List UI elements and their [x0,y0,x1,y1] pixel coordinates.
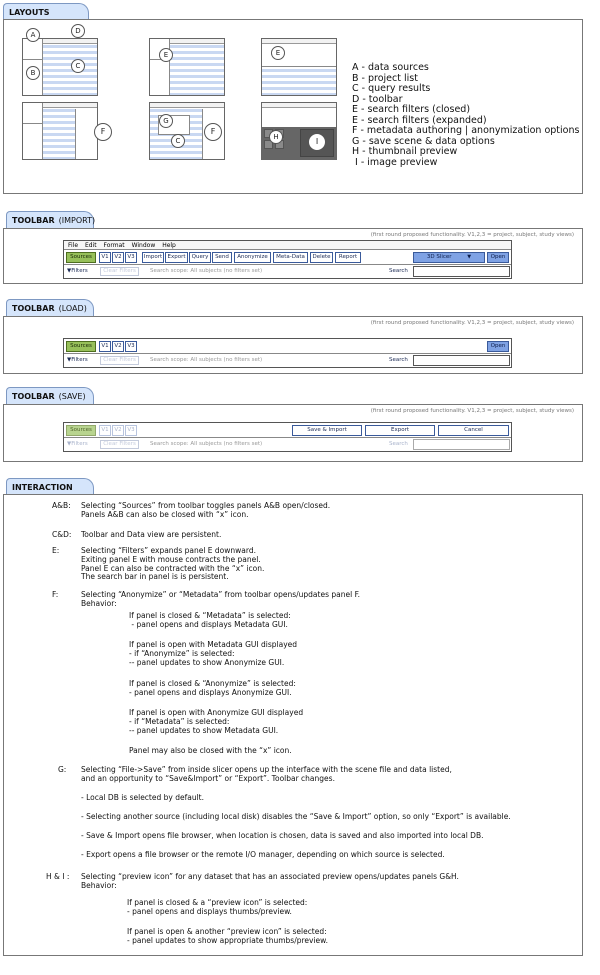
circle-f-1: F [94,123,112,141]
search-label: Search [389,357,408,363]
circle-i: I [308,133,326,151]
circle-d: D [71,24,85,38]
search-input[interactable] [413,439,510,450]
legend-item: C - query results [352,83,431,94]
view-v1-button[interactable]: V1 [99,425,111,436]
export-button[interactable]: Export [165,252,188,263]
hi-case-2 [127,928,328,946]
menu-help[interactable]: Help [162,242,176,249]
legend-item: A - data sources [352,62,429,73]
search-label: Search [389,268,408,274]
sources-button[interactable]: Sources [66,341,96,352]
clear-filters-button[interactable]: Clear Filters [100,440,139,449]
import-button[interactable]: Import [142,252,164,263]
text-line: - panel opens and displays Metadata GUI. [129,619,288,629]
clear-filters-button[interactable]: Clear Filters [100,267,139,276]
text-ab [81,502,330,520]
toolbar-save-title: TOOLBAR [12,392,55,401]
toolbar-note: (first round proposed functionality. V1,2,3 = project, subject, study views) [370,408,574,414]
filters-toggle[interactable]: ▼Filters [67,357,88,363]
filters-toggle[interactable]: ▼Filters [67,268,88,274]
label-hi: H & I : [46,872,70,881]
circle-c-2: C [171,134,185,148]
toolbar-button-row [64,423,511,438]
chevron-down-icon: ▼ [467,254,472,260]
label-f: F: [52,590,59,599]
g-bullet-2: - Selecting another source (including local disk) disables the “Save & Import” option, so only “Export” is available. [81,812,511,821]
toolbar-button-row [64,250,511,265]
open-button[interactable]: Open [487,252,509,263]
label-g: G: [58,765,67,774]
toolbar-load-subtitle: (LOAD) [58,304,87,313]
layouts-tab [3,3,89,20]
text-line: and an opportunity to “Save&Import” or “Export”. Toolbar changes. [81,773,335,783]
view-v3-button[interactable]: V3 [125,341,137,352]
report-button[interactable]: Report [335,252,361,263]
toolbar-save-mockup [63,422,512,452]
menu-edit[interactable]: Edit [84,242,97,249]
text-line: Exiting panel E with mouse contracts the panel. [81,554,261,564]
g-bullet-1: - Local DB is selected by default. [81,793,204,802]
circle-f-2: F [204,123,222,141]
circle-g: G [159,114,173,128]
menu-bar [64,241,511,250]
f-case-1 [129,612,291,630]
filters-toggle[interactable]: ▼Filters [67,441,88,447]
toolbar-note: (first round proposed functionality. V1,2,3 = project, subject, study views) [370,320,574,326]
toolbar-import-tab [6,211,94,228]
circle-e-expanded: E [271,46,285,60]
filter-row [64,354,511,367]
f-case-2 [129,641,297,667]
legend-item: I - image preview [352,156,438,168]
label-e: E: [52,546,60,555]
filter-row [64,438,511,451]
text-line: The search bar in panel is is persistent. [81,572,229,582]
metadata-button[interactable]: Meta-Data [273,252,308,263]
cancel-button[interactable]: Cancel [438,425,509,436]
toolbar-button-row [64,339,511,354]
toolbar-import-mockup [63,240,512,279]
layout-thumb-3 [261,38,337,96]
text-line: Behavior: [81,880,117,890]
legend-item: B - project list [352,72,418,84]
text-line: If panel is closed & a “preview icon” is selected: [127,898,308,907]
layout-legend [352,63,579,168]
search-scope-text: Search scope: All subjects (no filters set) [150,357,263,363]
toolbar-import-subtitle: (IMPORT) [58,216,96,225]
text-hi [81,873,459,891]
view-v2-button[interactable]: V2 [112,341,124,352]
text-line: Selecting “Anonymize” or “Metadata” from toolbar opens/updates panel F. [81,590,361,599]
f-case-3 [129,680,296,698]
text-line: Panel E can also be contracted with the “x” icon. [81,563,265,573]
legend-item: G - save scene & data options [352,135,495,147]
toolbar-load-title: TOOLBAR [12,304,55,313]
toolbar-load-tab [6,299,94,316]
menu-format[interactable]: Format [103,242,125,249]
layouts-title: LAYOUTS [9,8,50,17]
text-f [81,591,360,609]
circle-c: C [71,59,85,73]
text-line: Toolbar and Data view are persistent. [81,530,222,539]
text-line: - if “Anonymize” is selected: [129,648,235,658]
slicer-dropdown[interactable] [413,252,485,263]
search-scope-text: Search scope: All subjects (no filters set) [150,441,263,447]
text-line: Behavior: [81,598,117,608]
search-scope-text: Search scope: All subjects (no filters set) [150,268,263,274]
hi-case-1 [127,899,307,917]
search-input[interactable] [413,266,510,277]
layout-thumb-2 [149,38,225,96]
sources-button[interactable]: Sources [66,425,96,436]
text-line: -- panel updates to show Metadata GUI. [129,725,279,735]
slicer-dropdown-label: 3D Slicer [426,254,452,260]
f-case-4 [129,709,303,735]
legend-item: E - search filters (closed) [352,104,471,115]
open-button[interactable]: Open [487,341,509,352]
legend-item: F - metadata authoring | anonymization options [352,125,580,136]
toolbar-import-title: TOOLBAR [12,216,55,225]
menu-window[interactable]: Window [131,242,156,249]
save-export-button[interactable]: Export [365,425,435,436]
text-line: -- panel updates to show Anonymize GUI. [129,657,285,667]
view-v1-button[interactable]: V1 [99,252,111,263]
filter-row [64,265,511,278]
legend-item: D - toolbar [352,93,403,105]
text-line: - if “Metadata” is selected: [129,716,230,726]
toolbar-save-tab [6,387,94,404]
toolbar-note: (first round proposed functionality. V1,2,3 = project, subject, study views) [370,232,574,238]
interaction-title: INTERACTION [12,483,73,492]
text-line: Selecting “preview icon” for any dataset that has an associated preview opens/updates panels G&H. [81,872,459,881]
circle-a: A [26,28,40,42]
view-v1-button[interactable]: V1 [99,341,111,352]
text-e [81,547,264,582]
text-line: - panel opens and displays thumbs/preview. [127,906,292,916]
g-bullet-4: - Export opens a file browser or the remote I/O manager, depending on which source is selected. [81,850,445,859]
view-v3-button[interactable]: V3 [125,425,137,436]
g-bullet-3: - Save & Import opens file browser, when location is chosen, data is saved and also imported into local DB. [81,831,484,840]
text-line: Panel may also be closed with the “x” icon. [129,746,292,755]
toolbar-save-subtitle: (SAVE) [58,392,86,401]
clear-filters-button[interactable]: Clear Filters [100,356,139,365]
text-g [81,766,452,784]
save-and-import-button[interactable]: Save & Import [292,425,362,436]
text-line: - panel opens and displays Anonymize GUI. [129,687,292,697]
text-line: Panels A&B can also be closed with “x” icon. [81,509,249,519]
text-line: If panel is open with Metadata GUI displayed [129,640,298,649]
text-line: If panel is open with Anonymize GUI displayed [129,708,304,717]
delete-button[interactable]: Delete [310,252,333,263]
circle-b: B [26,66,40,80]
view-v2-button[interactable]: V2 [112,425,124,436]
legend-item: E - search filters (expanded) [352,114,487,126]
f-case-5 [129,747,292,756]
label-ab: A&B: [52,501,71,510]
text-line: Selecting “Filters” expands panel E downward. [81,546,256,555]
view-v2-button[interactable]: V2 [112,252,124,263]
legend-item: H - thumbnail preview [352,146,458,157]
interaction-tab [6,478,94,495]
text-cd [81,531,221,540]
text-line: - panel updates to show appropriate thumbs/preview. [127,935,328,945]
send-button[interactable]: Send [212,252,232,263]
toolbar-load-mockup [63,338,512,368]
text-line: If panel is closed & “Metadata” is selected: [129,611,291,620]
text-line: Selecting “File->Save” from inside slicer opens up the interface with the scene file and data listed, [81,765,452,774]
search-label: Search [389,441,408,447]
circle-e-closed: E [159,48,173,62]
search-input[interactable] [413,355,510,366]
view-v3-button[interactable]: V3 [125,252,137,263]
query-button[interactable]: Query [189,252,211,263]
text-line: If panel is closed & “Anonymize” is selected: [129,679,296,688]
label-cd: C&D: [52,530,72,539]
menu-file[interactable]: File [68,242,79,249]
text-line: If panel is open & another “preview icon” is selected: [127,927,327,936]
layout-thumb-4 [22,102,98,160]
anonymize-button[interactable]: Anonymize [234,252,271,263]
sources-button[interactable]: Sources [66,252,96,263]
text-line: Selecting “Sources” from toolbar toggles panels A&B open/closed. [81,501,331,510]
circle-h: H [269,130,283,144]
